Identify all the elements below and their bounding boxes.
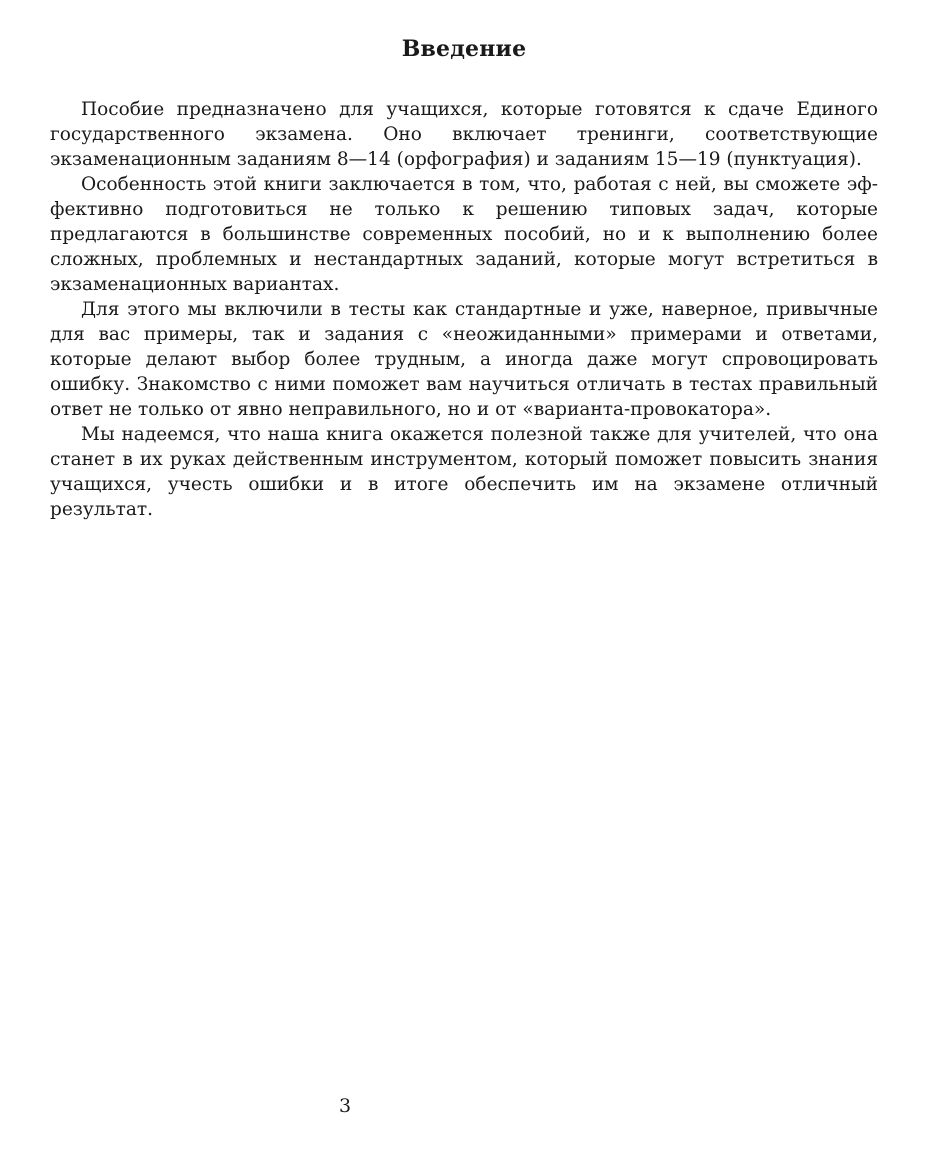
paragraph-4: Мы надеемся, что наша книга окажется полезной также для учителей, что она станет в их руках действенным инструментом, который поможет повысить знания учащихся, учесть ошибки и в итоге обеспечить им на экзамене отличный результат. <box>50 424 878 520</box>
paragraph-1: Пособие предназначено для учащихся, которые готовятся к сдаче Единого государственного экзамена. Оно включает тренинги, соответствующие экзаменационным заданиям 8—14 (орфография) и заданиям 15—19 (пунктуация). <box>50 99 878 170</box>
paragraph-2: Особенность этой книги заключается в том, что, работая с ней, вы сможете эффективно подготовиться не только к решению типовых задач, которые предлагаются в большинстве современных пособий, но и к выполнению более сложных, проблемных и нестандартных заданий, которые могут встретиться в экзаменационных вариантах. <box>50 174 878 295</box>
page-content <box>50 34 878 522</box>
page-title: Введение <box>401 36 527 62</box>
page-number: 3 <box>338 1095 352 1117</box>
paragraph-3: Для этого мы включили в тесты как стандартные и уже, наверное, привычные для вас примеры, так и задания с «неожиданными» примерами и ответами, которые делают выбор более трудным, а иногда даже могут спровоцировать ошибку. Знакомство с ними поможет вам научиться отличать в тестах правильный ответ не только от явно неправильного, но и от «варианта-провокатора». <box>50 299 878 420</box>
